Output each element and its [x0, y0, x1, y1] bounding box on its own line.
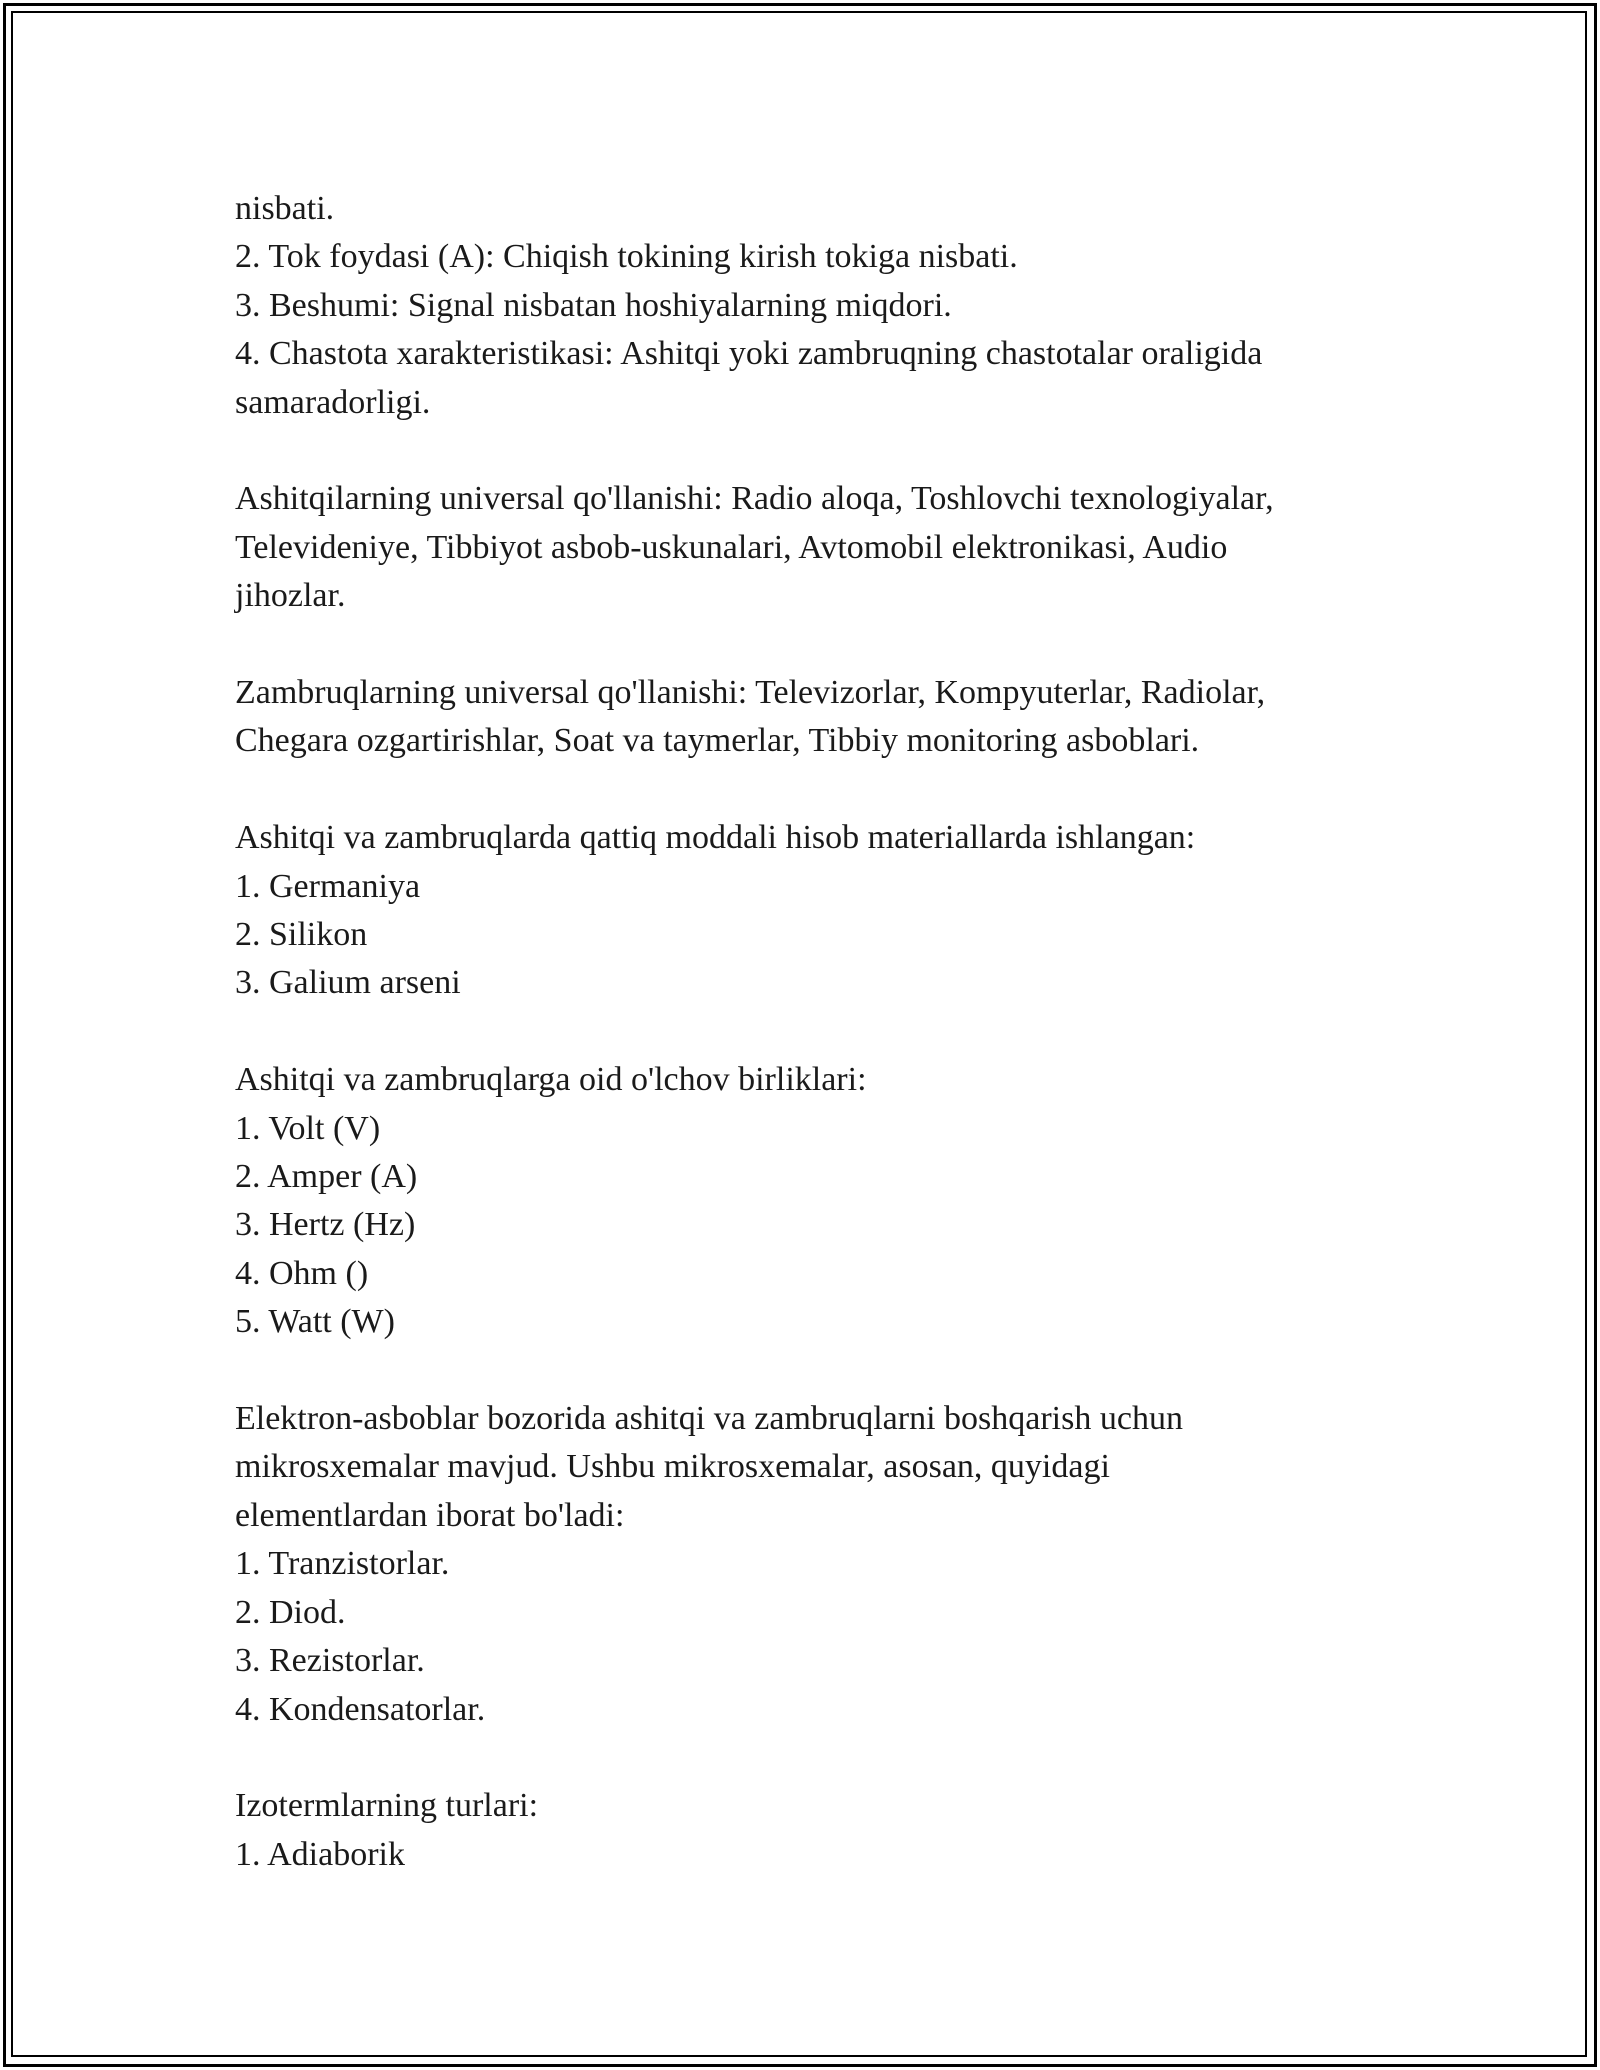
list-item: 1. Adiaborik: [235, 1835, 405, 1873]
paragraph-materials: [235, 814, 1415, 1008]
text-line: Ashitqilarning universal qo'llanishi: Radio aloqa, Toshlovchi texnologiyalar,: [235, 480, 1274, 518]
paragraph-spacer: [235, 427, 1415, 475]
list-item: 3. Galium arseni: [235, 964, 461, 1002]
list-item: 2. Tok foydasi (A): Chiqish tokining kirish tokiga nisbati.: [235, 238, 1018, 276]
list-item: 3. Rezistorlar.: [235, 1642, 425, 1680]
paragraph-metrics-continued: [235, 185, 1415, 427]
text-line: Zambruqlarning universal qo'llanishi: Televizorlar, Kompyuterlar, Radiolar,: [235, 674, 1266, 712]
paragraph-spacer: [235, 1734, 1415, 1782]
paragraph-spacer: [235, 621, 1415, 669]
text-line: nisbati.: [235, 190, 335, 227]
paragraph-spacer: [235, 1008, 1415, 1056]
list-item: 2. Amper (A): [235, 1158, 418, 1196]
paragraph-units: [235, 1056, 1415, 1346]
paragraph-spacer: [235, 1347, 1415, 1395]
paragraph-microcircuits: [235, 1395, 1415, 1734]
text-line: Chegara ozgartirishlar, Soat va taymerlar, Tibbiy monitoring asboblari.: [235, 722, 1200, 760]
list-item: 4. Kondensatorlar.: [235, 1690, 486, 1728]
list-item: 4. Chastota xarakteristikasi: Ashitqi yoki zambruqning chastotalar oraligida: [235, 335, 1263, 373]
text-line: mikrosxemalar mavjud. Ushbu mikrosxemalar, asosan, quyidagi: [235, 1448, 1110, 1486]
text-line: jihozlar.: [235, 577, 346, 615]
text-line: elementlardan iborat bo'ladi:: [235, 1496, 625, 1534]
text-line: Televideniye, Tibbiyot asbob-uskunalari, Avtomobil elektronikasi, Audio: [235, 528, 1228, 566]
document-body: [235, 185, 1415, 1879]
list-item: 4. Ohm (): [235, 1254, 369, 1292]
text-line: Izotermlarning turlari:: [235, 1787, 539, 1825]
list-item: 2. Diod.: [235, 1593, 346, 1631]
text-line: Ashitqi va zambruqlarga oid o'lchov birliklari:: [235, 1061, 867, 1099]
text-line: samaradorligi.: [235, 383, 431, 421]
list-item: 5. Watt (W): [235, 1303, 395, 1341]
list-item: 3. Beshumi: Signal nisbatan hoshiyalarning miqdori.: [235, 286, 952, 324]
paragraph-isotherm-types: [235, 1782, 1415, 1879]
list-item: 1. Germaniya: [235, 867, 421, 905]
text-line: Elektron-asboblar bozorida ashitqi va zambruqlarni boshqarish uchun: [235, 1400, 1183, 1438]
paragraph-generator-uses: [235, 669, 1415, 766]
paragraph-spacer: [235, 766, 1415, 814]
list-item: 3. Hertz (Hz): [235, 1206, 416, 1244]
list-item: 1. Tranzistorlar.: [235, 1545, 450, 1583]
text-line: Ashitqi va zambruqlarda qattiq moddali hisob materiallarda ishlangan:: [235, 819, 1196, 857]
paragraph-amplifier-uses: [235, 475, 1415, 620]
list-item: 1. Volt (V): [235, 1109, 381, 1147]
list-item: 2. Silikon: [235, 916, 368, 954]
